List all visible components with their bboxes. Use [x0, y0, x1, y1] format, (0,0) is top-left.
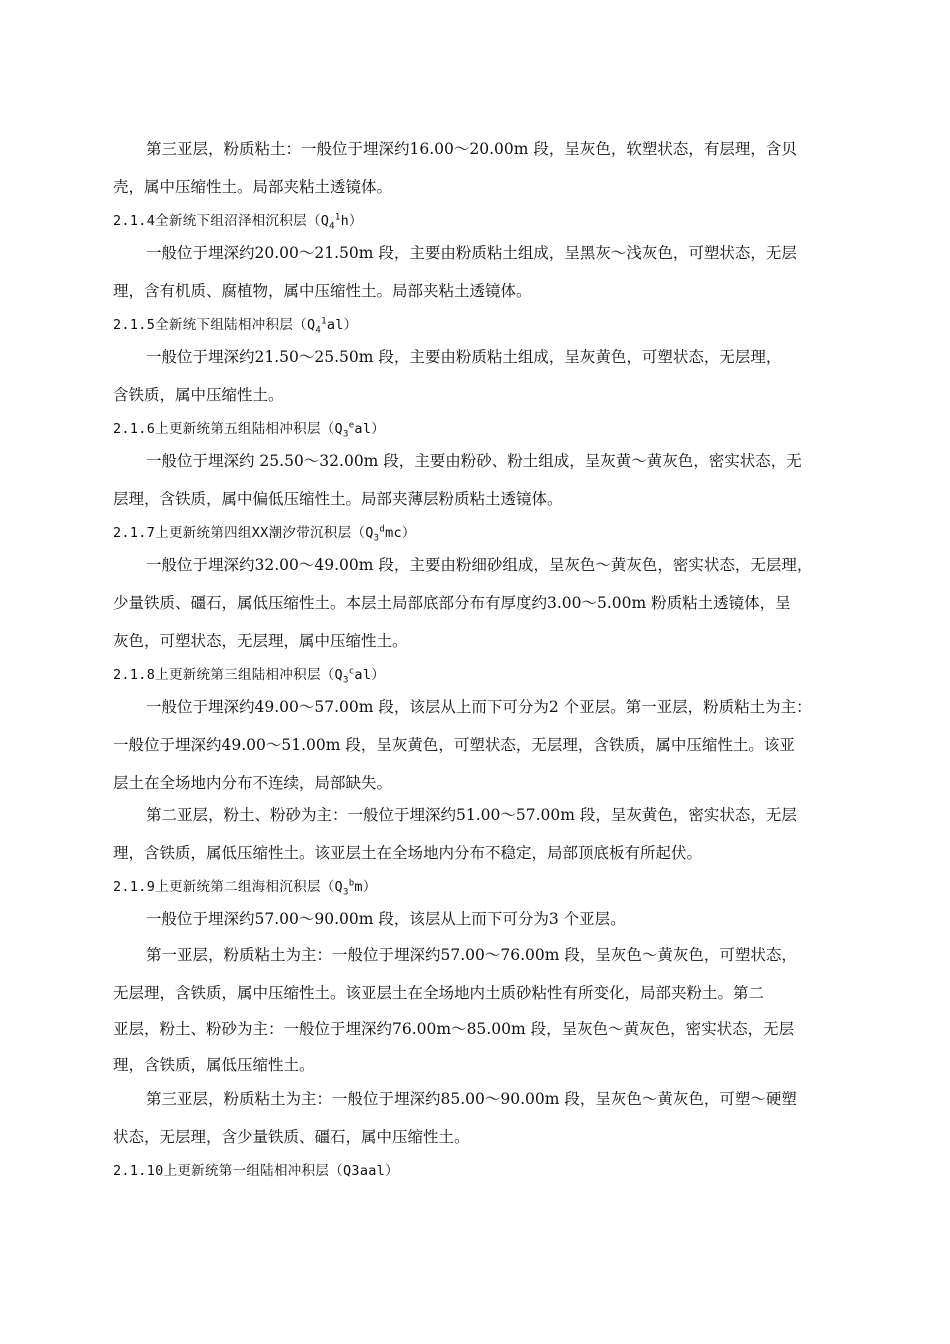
- heading-subscript: 3: [342, 887, 349, 898]
- paragraph-line: 层土在全场地内分布不连续，局部缺失。: [113, 774, 393, 792]
- paragraph-line: 层理，含铁质，属中偏低压缩性土。局部夹薄层粉质粘土透镜体。: [113, 490, 563, 508]
- paragraph-line: 壳，属中压缩性土。局部夹粘土透镜体。: [113, 178, 393, 196]
- paragraph-line: 一般位于埋深约20.00～21.50m 段，主要由粉质粘土组成，呈黑灰～浅灰色，可塑状态，无层: [146, 244, 797, 262]
- paragraph-line: 含铁质，属中压缩性土。: [113, 386, 284, 404]
- paragraph-line: 一般位于埋深约32.00～49.00m 段，主要由粉细砂组成，呈灰色～黄灰色，密实状态，无层理，: [146, 556, 813, 574]
- paragraph-line: 无层理，含铁质，属中压缩性土。该亚层土在全场地内土质砂粘性有所变化，局部夹粉土。第二: [113, 984, 765, 1002]
- heading-tail: mc）: [385, 525, 416, 541]
- heading-text: 2.1.5全新统下组陆相冲积层（Q: [113, 317, 316, 333]
- paragraph-line: 灰色，可塑状态，无层理，属中压缩性土。: [113, 632, 408, 650]
- section-heading-2-1-9: [113, 877, 843, 897]
- paragraph-line: 理，含铁质，属低压缩性土。: [113, 1056, 315, 1074]
- section-heading-2-1-4: [113, 211, 843, 231]
- heading-tail: m）: [354, 879, 377, 895]
- section-heading-2-1-10: 2.1.10上更新统第一组陆相冲积层（Q3aal）: [113, 1163, 399, 1179]
- section-heading-2-1-6: [113, 419, 843, 439]
- heading-subscript: 4: [315, 325, 322, 336]
- paragraph-line: 理，含有机质、腐植物，属中压缩性土。局部夹粘土透镜体。: [113, 282, 532, 300]
- paragraph-line: 一般位于埋深约49.00～57.00m 段，该层从上而下可分为2 个亚层。第一亚层，粉质粘土为主：: [146, 698, 812, 716]
- heading-text: 2.1.8上更新统第三组陆相冲积层（Q: [113, 667, 343, 683]
- section-heading-2-1-7: [113, 523, 843, 543]
- section-heading-2-1-5: [113, 315, 843, 335]
- paragraph-line: 一般位于埋深约 25.50～32.00m 段，主要由粉砂、粉土组成，呈灰黄～黄灰色，密实状态，无: [146, 452, 802, 470]
- heading-tail: al）: [354, 421, 386, 437]
- paragraph-line: 第三亚层，粉质粘土：一般位于埋深约16.00～20.00m 段，呈灰色，软塑状态，有层理，含贝: [146, 140, 797, 158]
- paragraph-line: 状态，无层理，含少量铁质、礓石，属中压缩性土。: [113, 1128, 470, 1146]
- heading-superscript: d: [379, 524, 386, 535]
- paragraph-line: 理，含铁质，属低压缩性土。该亚层土在全场地内分布不稳定，局部顶底板有所起伏。: [113, 844, 703, 862]
- paragraph-line: 第二亚层，粉土、粉砂为主：一般位于埋深约51.00～57.00m 段，呈灰黄色，密实状态，无层: [146, 806, 797, 824]
- heading-subscript: 3: [342, 429, 349, 440]
- heading-superscript: 1: [334, 212, 341, 223]
- heading-text: 2.1.9上更新统第二组海相沉积层（Q: [113, 879, 343, 895]
- heading-text: 2.1.6上更新统第五组陆相冲积层（Q: [113, 421, 343, 437]
- heading-subscript: 4: [329, 221, 335, 232]
- heading-subscript: 3: [342, 675, 349, 686]
- heading-superscript: e: [348, 420, 355, 431]
- heading-text: 2.1.7上更新统第四组XX潮汐带沉积层（Q: [113, 525, 374, 541]
- heading-tail: al）: [326, 317, 358, 333]
- heading-superscript: c: [348, 666, 355, 677]
- paragraph-line: 一般位于埋深约57.00～90.00m 段，该层从上而下可分为3 个亚层。: [146, 910, 626, 928]
- heading-superscript: 1: [321, 316, 327, 327]
- heading-tail: al）: [354, 667, 386, 683]
- paragraph-line: 一般位于埋深约21.50～25.50m 段，主要由粉质粘土组成，呈灰黄色，可塑状态，无层理，: [146, 348, 782, 366]
- paragraph-line: 少量铁质、礓石，属低压缩性土。本层土局部底部分布有厚度约3.00～5.00m 粉质粘土透镜体，呈: [113, 594, 791, 612]
- paragraph-line: 第三亚层，粉质粘土为主：一般位于埋深约85.00～90.00m 段，呈灰色～黄灰色，可塑～硬塑: [146, 1090, 797, 1108]
- paragraph-line: 第一亚层，粉质粘土为主：一般位于埋深约57.00～76.00m 段，呈灰色～黄灰色，可塑状态，: [146, 946, 797, 964]
- section-heading-2-1-8: [113, 665, 843, 685]
- paragraph-line: 亚层，粉土、粉砂为主：一般位于埋深约76.00m～85.00m 段，呈灰色～黄灰色，密实状态，无层: [113, 1020, 795, 1038]
- heading-subscript: 3: [373, 533, 380, 544]
- paragraph-line: 一般位于埋深约49.00～51.00m 段，呈灰黄色，可塑状态，无层理，含铁质，属中压缩性土。该亚: [113, 736, 795, 754]
- heading-tail: h）: [340, 213, 363, 229]
- heading-superscript: b: [348, 878, 355, 889]
- heading-text: 2.1.4全新统下组沼泽相沉积层（Q: [113, 213, 330, 229]
